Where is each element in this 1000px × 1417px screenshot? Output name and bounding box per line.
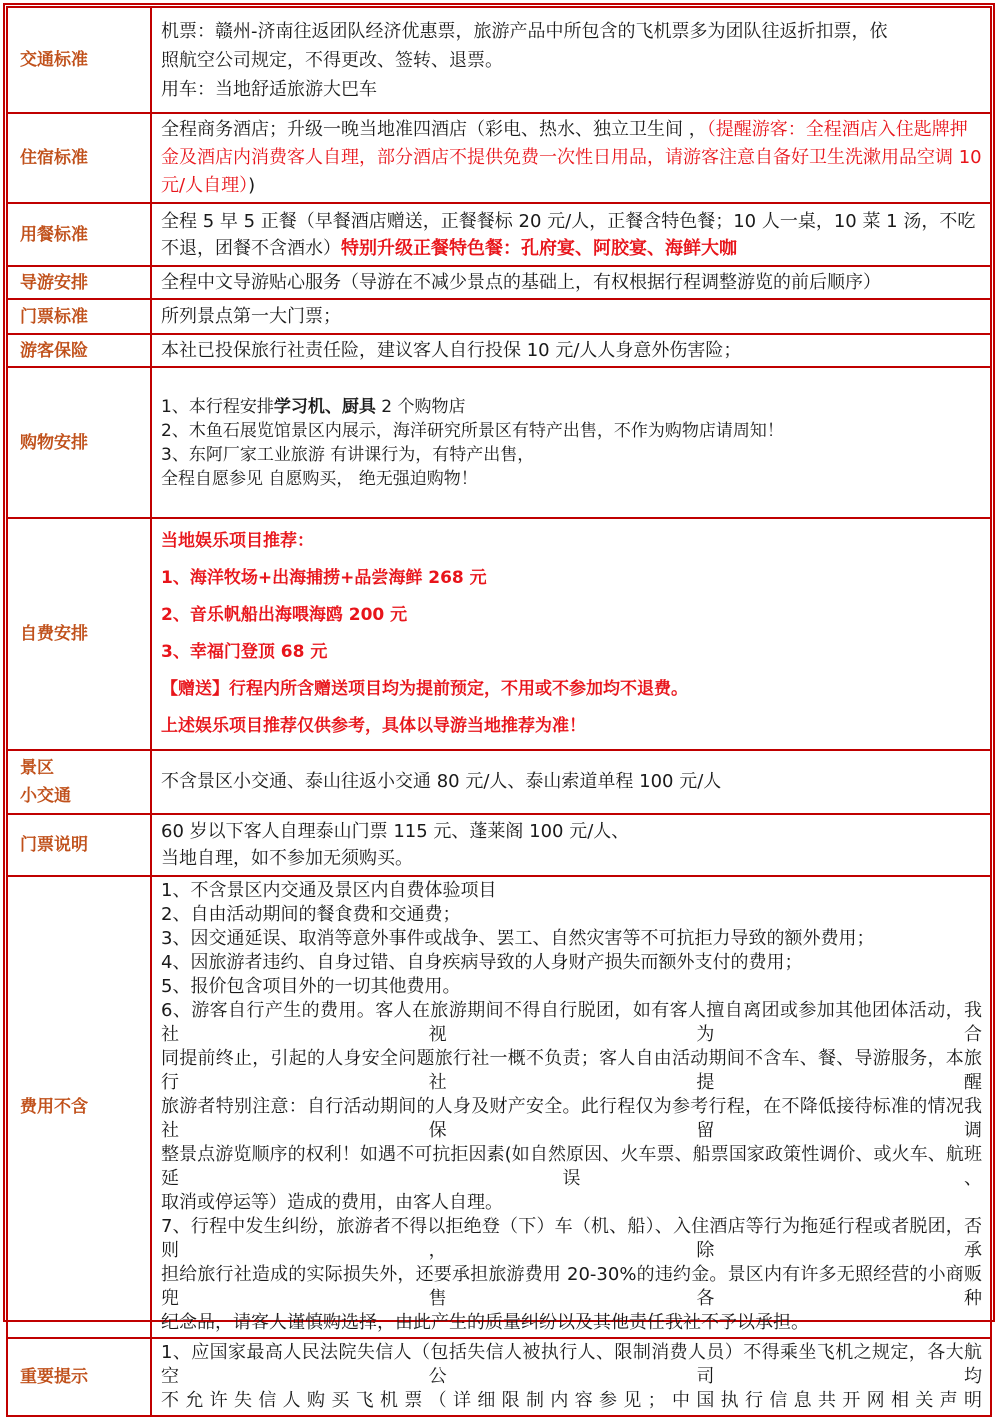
excluded-item6-line: 取消或停运等）造成的费用，由客人自理。: [161, 1192, 503, 1213]
row-guide: [7, 266, 991, 299]
label-guide: 导游安排: [7, 266, 151, 299]
optional-item: 3、幸福门登顶 68 元: [161, 642, 328, 662]
label-local-transport: [7, 750, 151, 814]
content-local-transport: 不含景区小交通、泰山往返小交通 80 元/人、泰山索道单程 100 元/人: [151, 750, 991, 814]
label-lodging: 住宿标准: [7, 113, 151, 203]
row-shopping: [7, 367, 991, 518]
shopping-line3: 3、东阿厂家工业旅游 有讲课行为，有特产出售，: [161, 444, 535, 465]
meals-highlight: 特别升级正餐特色餐：孔府宴、阿胶宴、海鲜大咖: [341, 237, 737, 259]
shopping-line4: 全程自愿参见 自愿购买， 绝无强迫购物！: [161, 468, 478, 489]
transport-flight-line1: 机票：赣州-济南往返团队经济优惠票，旅游产品中所包含的飞机票多为团队往返折扣票，依: [161, 20, 888, 42]
lodging-notice: （提醒游客：全程酒店入住匙牌押金及酒店内消费客人自理，部分酒店不提供免费一次性日用品，请游客注意自备好卫生洗漱用品空调 10 元/人自理）: [161, 119, 982, 196]
transport-flight-line2: 照航空公司规定，不得更改、签转、退票。: [161, 49, 503, 71]
row-ticket-notes: [7, 814, 991, 876]
optional-item: 1、海洋牧场+出海捕捞+品尝海鲜 268 元: [161, 568, 487, 588]
content-meals: [151, 203, 991, 266]
excluded-item: 2、自由活动期间的餐食费和交通费；: [161, 904, 461, 925]
optional-disclaimer: 上述娱乐项目推荐仅供参考，具体以导游当地推荐为准！: [161, 716, 586, 736]
content-shopping: [151, 367, 991, 518]
shopping-line1-prefix: 1、本行程安排: [161, 396, 274, 417]
row-meals: [7, 203, 991, 266]
ticket-notes-line1: 60 岁以下客人自理泰山门票 115 元、蓬莱阁 100 元/人、: [161, 821, 630, 842]
label-optional: 自费安排: [7, 518, 151, 750]
content-ticket-notes: [151, 814, 991, 876]
row-transport: [7, 7, 991, 113]
label-tickets: 门票标准: [7, 299, 151, 334]
label-meals: 用餐标准: [7, 203, 151, 266]
excluded-item7-line: 纪念品，请客人谨慎购选择，由此产生的质量纠纷以及其他责任我社不予以承担。: [161, 1312, 809, 1333]
excluded-item: 3、因交通延误、取消等意外事件或战争、罢工、自然灾害等不可抗拒力导致的额外费用；: [161, 928, 875, 949]
excluded-item: 1、不含景区内交通及景区内自费体验项目: [161, 880, 497, 901]
lodging-text: 全程商务酒店；升级一晚当地准四酒店（彩电、热水、独立卫生间 ，: [161, 119, 707, 140]
row-lodging: [7, 113, 991, 203]
excluded-item: 4、因旅游者违约、自身过错、自身疾病导致的人身财产损失而额外支付的费用；: [161, 952, 803, 973]
important-line1: 1、应国家最高人民法院失信人（包括失信人被执行人、限制消费人员）不得乘坐飞机之规定，各大航空公司均: [161, 1342, 982, 1387]
content-guide: 全程中文导游贴心服务（导游在不减少景点的基础上，有权根据行程调整游览的前后顺序）: [151, 266, 991, 299]
optional-heading: 当地娱乐项目推荐：: [161, 531, 314, 551]
row-important: [7, 1338, 991, 1416]
content-lodging: [151, 113, 991, 203]
label-insurance: 游客保险: [7, 334, 151, 367]
row-insurance: [7, 334, 991, 367]
excluded-item6-line: 整景点游览顺序的权利！如遇不可抗拒因素(如自然原因、火车票、船票国家政策性调价、或火车、航班延误、: [161, 1144, 982, 1189]
label-local-transport-line2: 小交通: [20, 786, 71, 806]
optional-gift-note: 【赠送】行程内所含赠送项目均为提前预定，不用或不参加均不退费。: [161, 679, 688, 699]
important-line2: 不允许失信人购买飞机票（详细限制内容参见；中国执行信息共开网相关声明: [161, 1390, 982, 1411]
shopping-line2: 2、木鱼石展览馆景区内展示，海洋研究所景区有特产出售，不作为购物店请周知！: [161, 420, 784, 441]
content-insurance: 本社已投保旅行社责任险，建议客人自行投保 10 元/人人身意外伤害险；: [151, 334, 991, 367]
lodging-tail: ): [248, 175, 256, 196]
optional-item: 2、音乐帆船出海喂海鸥 200 元: [161, 605, 408, 625]
label-excluded: 费用不含: [7, 876, 151, 1338]
content-important: [151, 1338, 991, 1416]
itinerary-terms-table: [6, 6, 992, 1417]
shopping-line1-suffix: 2 个购物店: [375, 396, 466, 417]
ticket-notes-line2: 当地自理，如不参加无须购买。: [161, 848, 413, 869]
row-excluded: [7, 876, 991, 1338]
row-optional: [7, 518, 991, 750]
content-optional: [151, 518, 991, 750]
transport-bus: 用车：当地舒适旅游大巴车: [161, 78, 377, 100]
excluded-item7-line: 7、行程中发生纠纷，旅游者不得以拒绝登（下）车（机、船）、入住酒店等行为拖延行程或者脱团，否则，除承: [161, 1216, 982, 1261]
row-local-transport: [7, 750, 991, 814]
excluded-item6-line: 6、游客自行产生的费用。客人在旅游期间不得自行脱团，如有客人擅自离团或参加其他团体活动，我社视为合: [161, 1000, 982, 1045]
content-excluded: [151, 876, 991, 1338]
shopping-stores: 学习机、厨具: [273, 396, 376, 417]
row-tickets: [7, 299, 991, 334]
excluded-item6-line: 旅游者特别注意：自行活动期间的人身及财产安全。此行程仅为参考行程，在不降低接待标准的情况我社保留调: [161, 1096, 982, 1141]
label-shopping: 购物安排: [7, 367, 151, 518]
label-important: 重要提示: [7, 1338, 151, 1416]
meals-text: 全程 5 早 5 正餐（早餐酒店赠送，正餐餐标 20 元/人，正餐含特色餐；10 人一桌，10 菜 1 汤，不吃不退，团餐不含酒水）: [161, 210, 976, 259]
excluded-item6-line: 同提前终止，引起的人身安全问题旅行社一概不负责；客人自由活动期间不含车、餐、导游服务，本旅行社提醒: [161, 1048, 982, 1093]
label-transport: 交通标准: [7, 7, 151, 113]
excluded-item7-line: 担给旅行社造成的实际损失外，还要承担旅游费用 20-30%的违约金。景区内有许多无照经营的小商贩兜售各种: [161, 1264, 982, 1309]
label-ticket-notes: 门票说明: [7, 814, 151, 876]
excluded-item: 5、报价包含项目外的一切其他费用。: [161, 976, 461, 997]
content-transport: [151, 7, 991, 113]
shopping-line1: [161, 395, 982, 419]
content-tickets: 所列景点第一大门票；: [151, 299, 991, 334]
label-local-transport-line1: 景区: [20, 758, 54, 778]
